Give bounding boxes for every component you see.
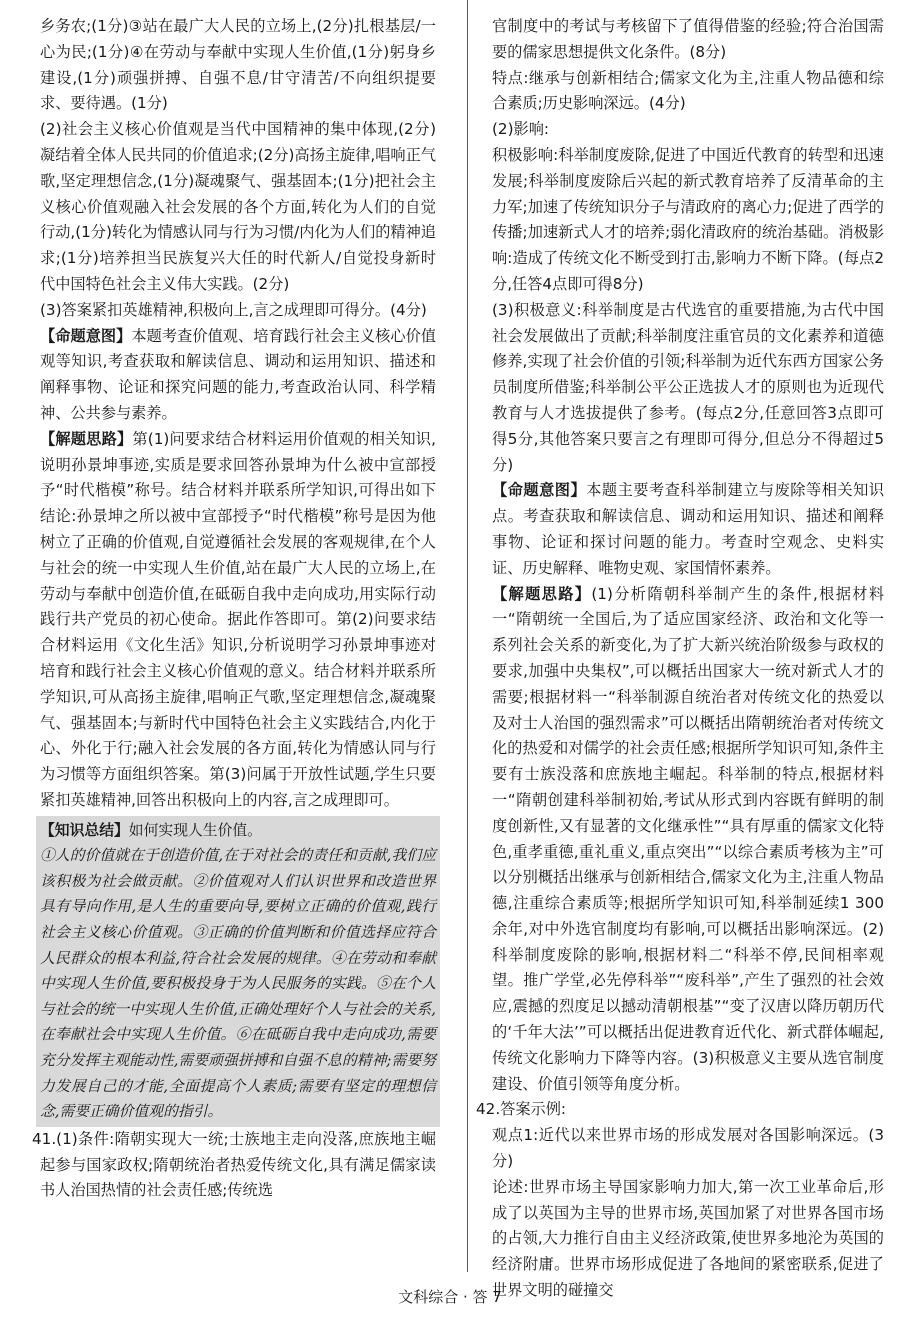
question-42-heading: 42.答案示例:	[476, 1100, 567, 1119]
section-tag: 【命题意图】	[40, 326, 132, 345]
left-column	[32, 14, 437, 1204]
paragraph-text: 本题主要考查科举制建立与废除等相关知识点。考查获取和解读信息、调动和运用知识、描述和阐释事物、论证和探讨问题的能力。考查时空观念、史料实证、历史解释、唯物史观、家国情怀素养。	[492, 481, 885, 577]
paragraph: 乡务农;(1分)③站在最广大人民的立场上,(2分)扎根基层/一心为民;(1分)④在劳动与奉献中实现人生价值,(1分)躬身乡建设,(1分)顽强拼搏、自强不息/甘守清苦/不向组织提要求、要待遇。(1分)	[40, 17, 436, 113]
paragraph: 观点1:近代以来世界市场的形成发展对各国影响深远。(3分)	[492, 1126, 884, 1171]
paragraph	[40, 427, 436, 814]
paragraph-text: 本题考查价值观、培育践行社会主义核心价值观等知识,考查获取和解读信息、调动和运用知识、描述和阐释事物、论证和探究问题的能力,考查政治认同、科学精神、公共参与素养。	[40, 326, 437, 422]
section-tag: 【解题思路】	[40, 429, 133, 448]
paragraph	[492, 478, 884, 581]
paragraph: (2)社会主义核心价值观是当代中国精神的集中体现,(2分)凝结着全体人民共同的价值追求;(2分)高扬主旋律,唱响正气歌,坚定理想信念,(1分)凝魂聚气、强基固本;(1分)把社会主义核心价值观融入社会发展的各个方面,转化为人们的自觉行动,(1分)转化为情感认同与行为习惯/内化为人们的精神追求;(1分)培养担当民族复兴大任的时代新人/自觉投身新时代中国特色社会主义伟大实践。(2分)	[40, 120, 436, 293]
paragraph-text: 第(1)问要求结合材料运用价值观的相关知识,说明孙景坤事迹,实质是要求回答孙景坤为什么被中宣部授予“时代楷模”称号。结合材料并联系所学知识,可得出如下结论:孙景坤之所以被中宣部授予“时代楷模”称号是因为他树立了正确的价值观,自觉遵循社会发展的客观规律,在个人与社会的统一中实现人生价值,站在最广大人民的立场上,在劳动与奉献中创造价值,在砥砺自我中走向成功,用实际行动践行共产党员的初心使命。据此作答即可。第(2)问要求结合材料运用《文化生活》知识,分析说明学习孙景坤事迹对培育和践行社会主义核心价值观的意义。结合材料并联系所学知识,可从高扬主旋律,唱响正气歌,坚定理想信念,凝魂聚气、强基固本;与新时代中国特色社会主义实践结合,内化于心、外化于行;融入社会发展的各方面,转化为情感认同与行为习惯等方面组织答案。第(3)问属于开放性试题,学生只要紧扣英雄精神,回答出积极向上的内容,言之成理即可。	[40, 429, 437, 809]
paragraph	[492, 582, 884, 1098]
paragraph: 积极影响:科举制度废除,促进了中国近代教育的转型和迅速发展;科举制度废除后兴起的新式教育培养了反清革命的主力军;加速了传统知识分子与清政府的离心力;促进了西学的传播;加速新式人才的培养;弱化清政府的统治基础。消极影响:造成了传统文化不断受到打击,影响力不断下降。(每点2分,任答4点即可得8分)	[492, 145, 884, 293]
paragraph	[40, 324, 436, 427]
paragraph: 论述:世界市场主导国家影响力加大,第一次工业革命后,形成了以英国为主导的世界市场,英国加紧了对世界各国市场的占领,大力推行自由主义经济政策,使世界多地沦为英国的经济附庸。世界市场形成促进了各地间的紧密联系,促进了世界文明的碰撞交	[492, 1177, 884, 1300]
paragraph: (3)答案紧扣英雄精神,积极向上,言之成理即可得分。(4分)	[40, 300, 427, 319]
question-41-answer: 41.(1)条件:隋朝实现大一统;士族地主走向没落,庶族地主崛起参与国家政权;隋朝统治者热爱传统文化,具有满足儒家读书人治国热情的社会责任感;传统选	[32, 1129, 436, 1200]
paragraph: 官制度中的考试与考核留下了值得借鉴的经验;符合治国需要的儒家思想提供文化条件。(8分)	[492, 17, 884, 61]
paragraph: 特点:继承与创新相结合;儒家文化为主,注重人物品德和综合素质;历史影响深远。(4分)	[492, 68, 884, 113]
paragraph: (3)积极意义:科举制度是古代选官的重要措施,为古代中国社会发展做出了贡献;科举制度注重官员的文化素养和道德修养,实现了社会价值的引领;科举制为近代东西方国家公务员制度所借鉴;科举制公平公正选拔人才的原则也为近现代教育与人才选拔提供了参考。(每点2分,任意回答3点即可得5分,其他答案只要言之有理即可得分,但总分不得超过5分)	[492, 300, 884, 474]
section-tag: 【知识总结】	[40, 821, 129, 839]
section-tag: 【命题意图】	[492, 481, 587, 500]
paragraph	[40, 818, 436, 844]
paragraph: (2)影响:	[492, 120, 550, 139]
right-column	[476, 14, 885, 1304]
paragraph: ①人的价值就在于创造价值,在于对社会的责任和贡献,我们应该积极为社会做贡献。②价值观对人们认识世界和改造世界具有导向作用,是人生的重要向导,要树立正确的价值观,践行社会主义核心价值观。③正确的价值判断和价值选择应符合人民群众的根本利益,符合社会发展的规律。④在劳动和奉献中实现人生价值,要积极投身于为人民服务的实践。⑤在个人与社会的统一中实现人生价值,正确处理好个人与社会的关系,在奉献社会中实现人生价值。⑥在砥砺自我中走向成功,需要充分发挥主观能动性,需要顽强拼搏和自强不息的精神;需要努力发展自己的才能,全面提高个人素质;需要有坚定的理想信念,需要正确价值观的指引。	[40, 847, 436, 1121]
paragraph-text: (1)分析隋朝科举制产生的条件,根据材料一“隋朝统一全国后,为了适应国家经济、政治和文化等一系列社会关系的新变化,为了扩大新兴统治阶级参与政权的要求,加强中央集权”,可以概括出国家大一统对新式人才的需要;根据材料一“科举制源自统治者对传统文化的热爱以及对士人治国的强烈需求”可以概括出隋朝统治者对传统文化的热爱和对儒学的社会责任感;根据所学知识可知,条件主要有士族没落和庶族地主崛起。科举制的特点,根据材料一“隋朝创建科举制初始,考试从形式到内容既有鲜明的制度创新性,又有显著的文化继承性”“具有厚重的儒家文化特色,重孝重德,重礼重义,重点突出”“以综合素质考核为主”可以分别概括出继承与创新相结合,儒家文化为主,注重人物品德,注重综合素质等;根据所学知识可知,科举制延续1 300余年,对中外选官制度均有影响,可以概括出影响深远。(2)科举制度废除的影响,根据材料二“科举不停,民间相率观望。推广学堂,必先停科举”“废科举”,产生了强烈的社会效应,震撼的烈度足以撼动清朝根基”“变了汉唐以降历朝历代的‘千年大法’”可以概括出促进教育近代化、新式群体崛起,传统文化影响力下降等内容。(3)积极意义主要从选官制度建设、价值引领等角度分析。	[492, 584, 885, 1093]
page-footer: 文科综合 · 答 7	[398, 1288, 502, 1306]
section-tag: 【解题思路】	[492, 584, 592, 603]
column-divider	[467, 0, 468, 1272]
paragraph-text: 如何实现人生价值。	[128, 821, 262, 839]
knowledge-summary-box	[36, 816, 440, 1127]
